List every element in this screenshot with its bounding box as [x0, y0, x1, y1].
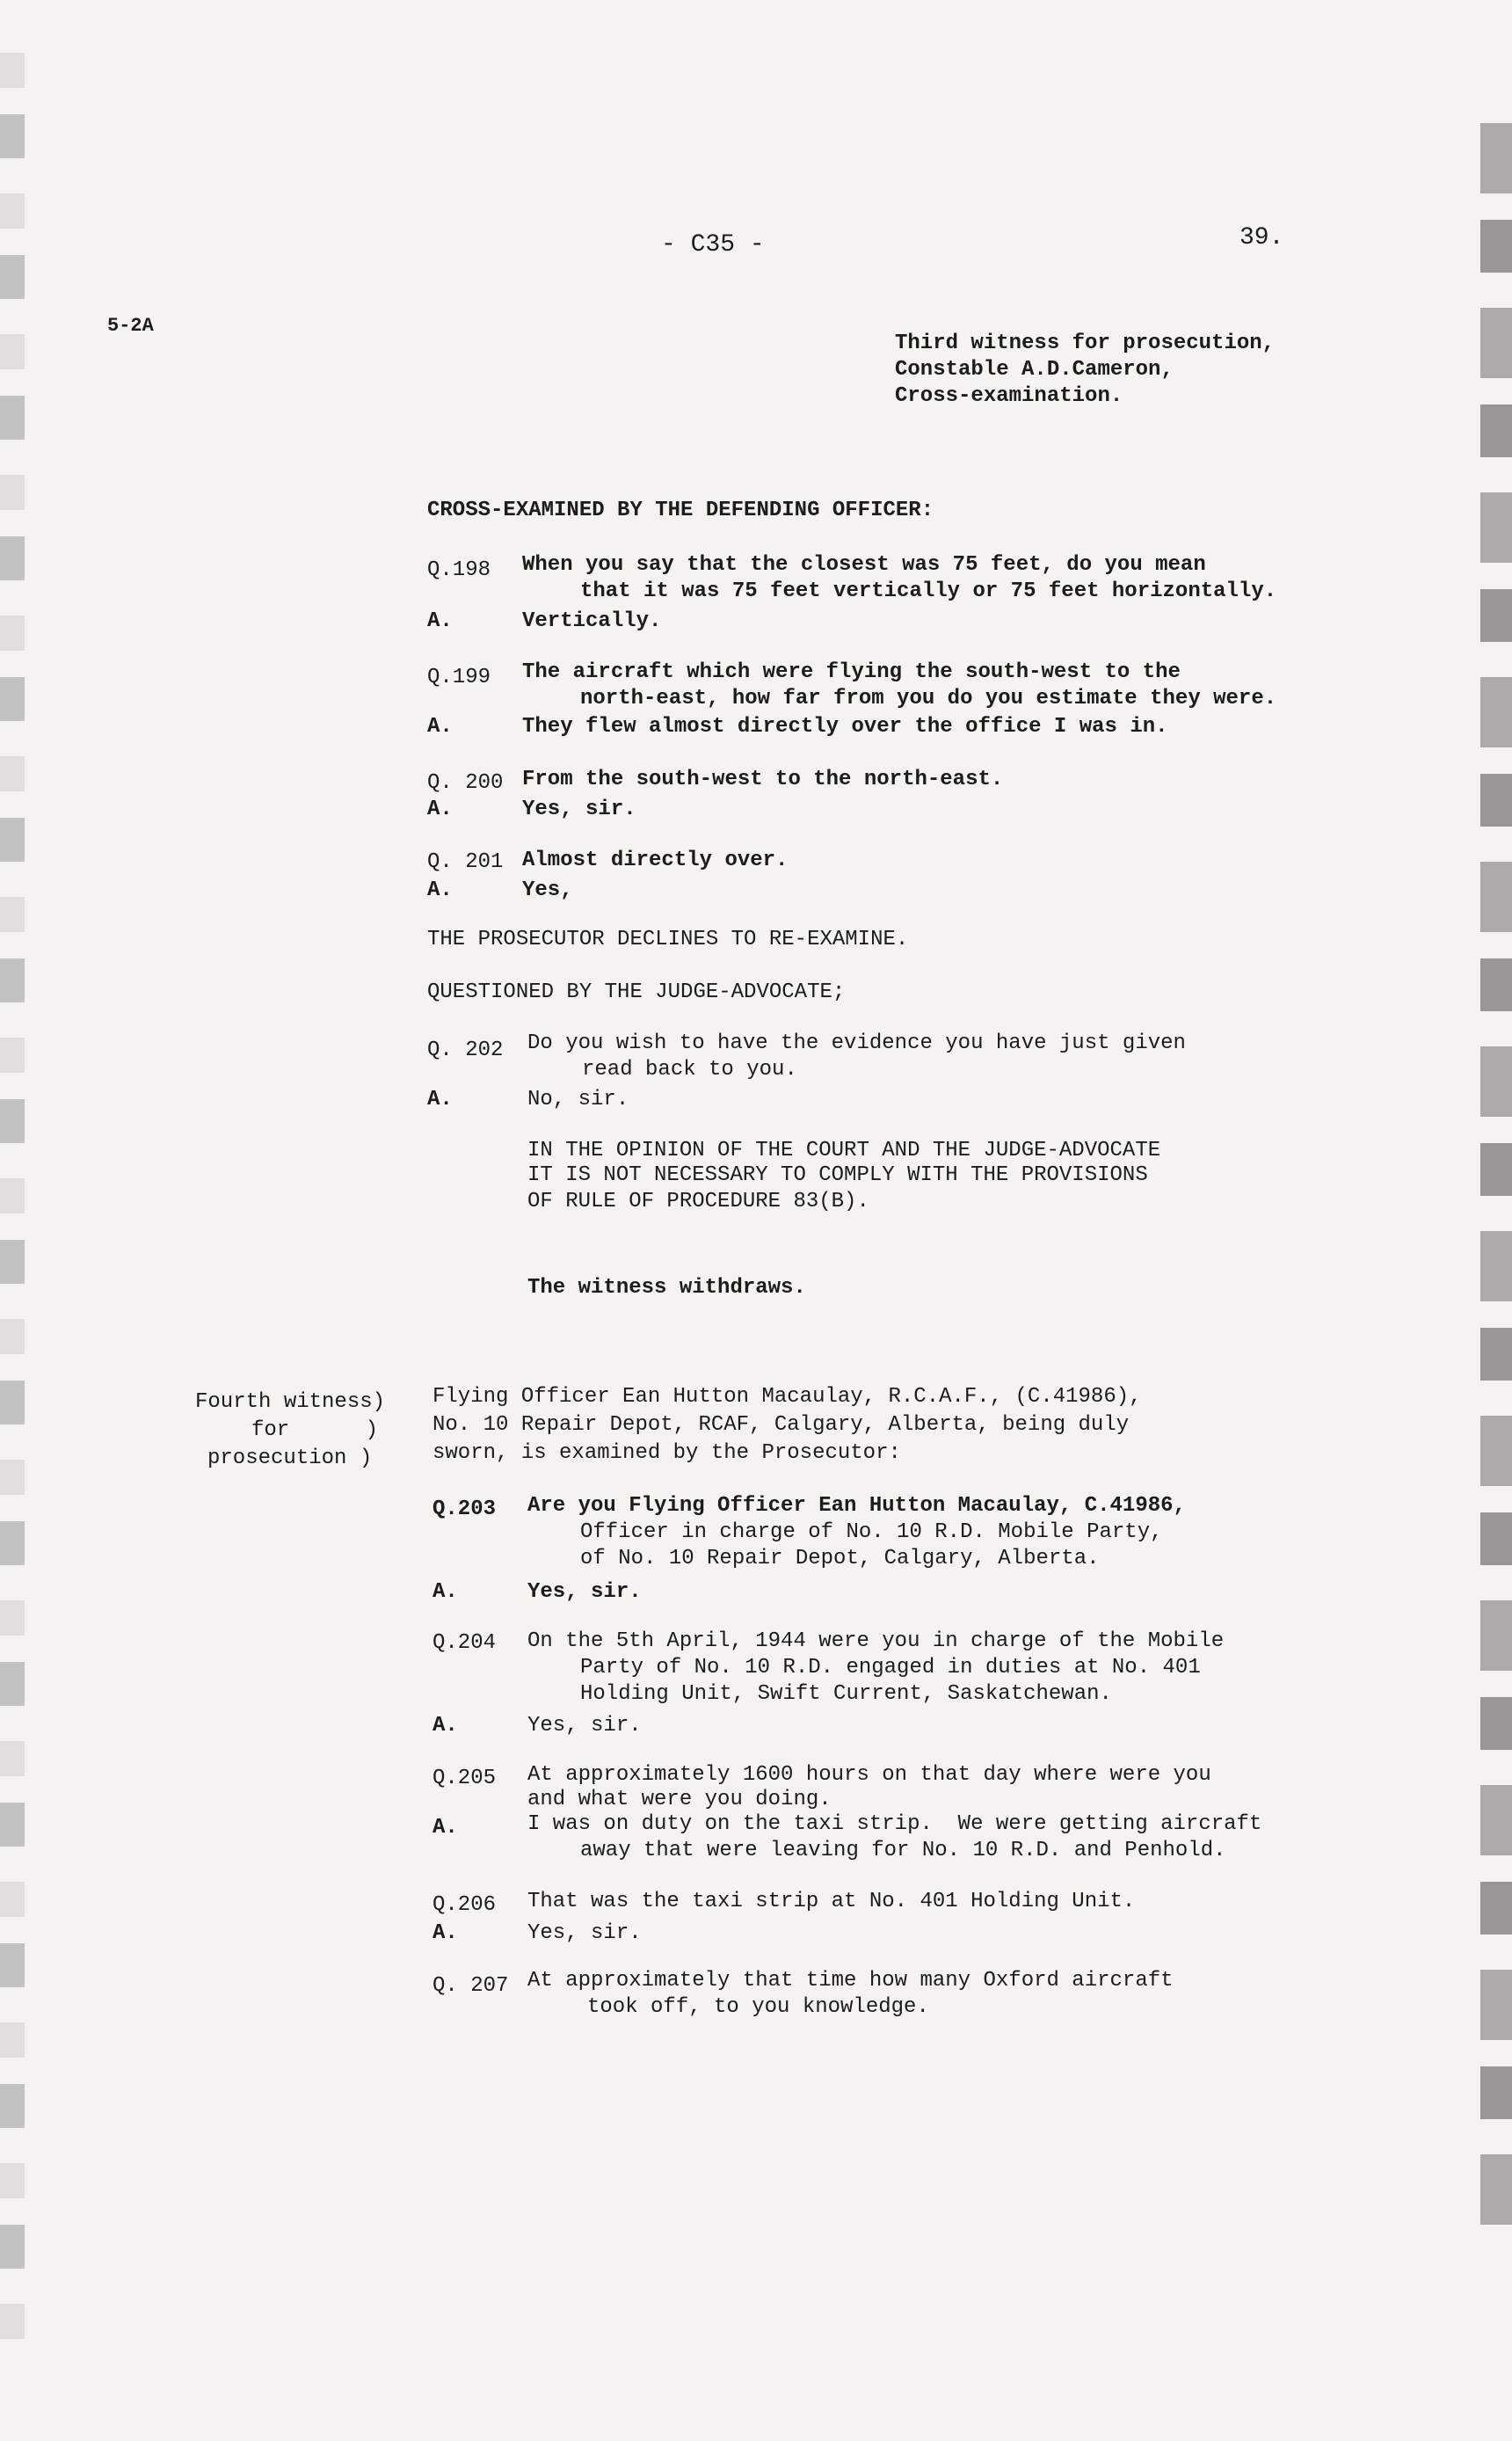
question-text: read back to you. — [582, 1058, 797, 1082]
question-text: Party of No. 10 R.D. engaged in duties at No. 401 — [580, 1656, 1201, 1680]
answer-label: A. — [427, 609, 453, 633]
question-text: From the south-west to the north-east. — [522, 768, 1004, 791]
question-text: Holding Unit, Swift Current, Saskatchewan. — [580, 1682, 1112, 1706]
question-text: Do you wish to have the evidence you have just given — [527, 1031, 1186, 1055]
answer-text: Yes, — [522, 878, 573, 902]
question-number: Q. 200 — [427, 771, 504, 795]
question-text: of No. 10 Repair Depot, Calgary, Alberta. — [580, 1547, 1100, 1570]
answer-text: Yes, sir. — [527, 1580, 642, 1604]
page-number: 39. — [1239, 224, 1284, 251]
answer-label: A. — [433, 1714, 458, 1738]
question-text: took off, to you knowledge. — [587, 1995, 929, 2019]
witness-intro-line-1: Flying Officer Ean Hutton Macaulay, R.C.A.F., (C.41986), — [433, 1385, 1142, 1409]
scan-edge-left — [0, 53, 25, 2357]
margin-note-line-2: for ) — [251, 1418, 379, 1442]
question-text: Officer in charge of No. 10 R.D. Mobile Party, — [580, 1520, 1163, 1544]
margin-note-line-1: Fourth witness) — [195, 1390, 386, 1414]
answer-label: A. — [433, 1580, 458, 1604]
answer-text: Yes, sir. — [527, 1921, 642, 1945]
court-opinion-line-1: IN THE OPINION OF THE COURT AND THE JUDGE-ADVOCATE — [527, 1139, 1161, 1162]
answer-label: A. — [427, 878, 453, 902]
question-number: Q.199 — [427, 666, 491, 689]
question-number: Q. 207 — [433, 1974, 509, 1998]
court-opinion-line-2: IT IS NOT NECESSARY TO COMPLY WITH THE PROVISIONS — [527, 1163, 1148, 1187]
question-number: Q. 201 — [427, 850, 504, 874]
question-number: Q.203 — [433, 1497, 497, 1521]
section-heading-judge-advocate: QUESTIONED BY THE JUDGE-ADVOCATE; — [427, 980, 846, 1004]
answer-text: away that were leaving for No. 10 R.D. and Penhold. — [580, 1839, 1226, 1862]
question-number: Q.204 — [433, 1631, 497, 1655]
witness-withdraws: The witness withdraws. — [527, 1276, 806, 1300]
answer-text: I was on duty on the taxi strip. We were getting aircraft — [527, 1812, 1262, 1836]
question-text: On the 5th April, 1944 were you in charge of the Mobile — [527, 1629, 1225, 1653]
witness-intro-line-2: No. 10 Repair Depot, RCAF, Calgary, Alberta, being duly — [433, 1413, 1130, 1437]
witness-heading-line-2: Constable A.D.Cameron, — [895, 358, 1174, 382]
question-text: At approximately 1600 hours on that day where were you — [527, 1763, 1211, 1787]
question-text: That was the taxi strip at No. 401 Holding Unit. — [527, 1890, 1136, 1913]
section-heading-cross-examined: CROSS-EXAMINED BY THE DEFENDING OFFICER: — [427, 499, 934, 522]
section-heading-prosecutor-declines: THE PROSECUTOR DECLINES TO RE-EXAMINE. — [427, 928, 909, 951]
question-number: Q. 202 — [427, 1038, 504, 1062]
question-text: Almost directly over. — [522, 849, 789, 872]
question-text: The aircraft which were flying the south-west to the — [522, 660, 1181, 684]
witness-heading-line-1: Third witness for prosecution, — [895, 332, 1276, 355]
answer-label: A. — [427, 798, 453, 821]
question-number: Q.206 — [433, 1893, 497, 1917]
margin-mark: 5-2A — [107, 315, 154, 337]
answer-label: A. — [427, 1088, 453, 1111]
answer-text: Yes, sir. — [522, 798, 636, 821]
answer-label: A. — [427, 715, 453, 739]
court-opinion-line-3: OF RULE OF PROCEDURE 83(B). — [527, 1190, 869, 1213]
witness-intro-line-3: sworn, is examined by the Prosecutor: — [433, 1441, 901, 1465]
page-code: - C35 - — [661, 231, 765, 259]
question-number: Q.198 — [427, 558, 491, 582]
answer-label: A. — [433, 1816, 458, 1840]
question-text: Are you Flying Officer Ean Hutton Macaulay, C.41986, — [527, 1494, 1186, 1518]
question-text: north-east, how far from you do you estimate they were. — [580, 687, 1277, 710]
question-text: and what were you doing. — [527, 1788, 832, 1811]
answer-text: Yes, sir. — [527, 1714, 642, 1738]
question-number: Q.205 — [433, 1767, 497, 1790]
question-text: When you say that the closest was 75 feet, do you mean — [522, 553, 1206, 577]
witness-heading-line-3: Cross-examination. — [895, 384, 1123, 408]
answer-text: Vertically. — [522, 609, 662, 633]
answer-label: A. — [433, 1921, 458, 1945]
scan-edge-right — [1480, 123, 1512, 2251]
question-text: that it was 75 feet vertically or 75 feet horizontally. — [580, 579, 1277, 603]
margin-note-line-3: prosecution ) — [207, 1446, 373, 1470]
question-text: At approximately that time how many Oxford aircraft — [527, 1969, 1174, 1993]
answer-text: No, sir. — [527, 1088, 629, 1111]
answer-text: They flew almost directly over the office I was in. — [522, 715, 1168, 739]
